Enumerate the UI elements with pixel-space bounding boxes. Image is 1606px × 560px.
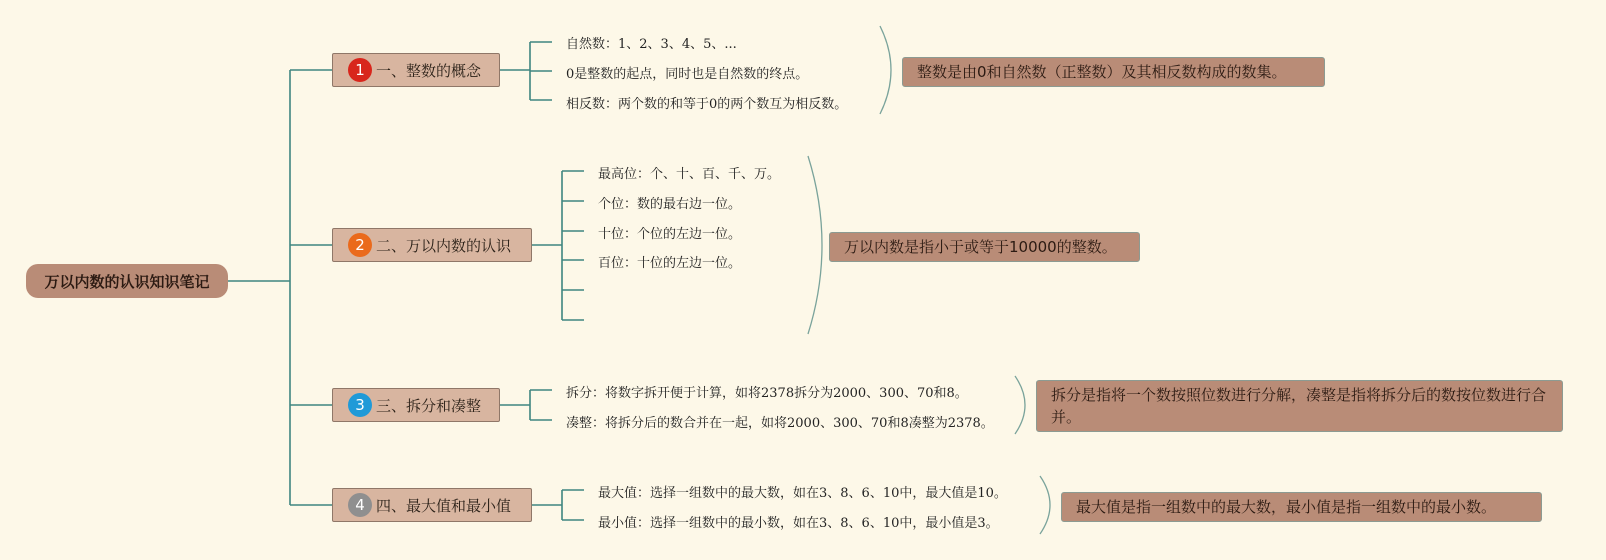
branch-1-leaf-connector xyxy=(500,42,552,100)
number-badge-icon: 4 xyxy=(348,493,372,517)
branch-1-summary[interactable] xyxy=(902,57,1325,87)
branch-1-summary-brace xyxy=(880,26,891,114)
root-topic-label: 万以内数的认识知识笔记 xyxy=(44,272,210,291)
branch-4-leaf-connector xyxy=(532,490,584,520)
branch-2-leaf-2[interactable]: 个位：数的最右边一位。 xyxy=(598,197,742,212)
branch-2-summary-text: 万以内数是指小于或等于10000的整数。 xyxy=(844,238,1117,256)
number-badge-icon: 1 xyxy=(348,58,372,82)
branch-3-summary-text: 拆分是指将一个数按照位数进行分解，凑整是指将拆分后的数按位数进行合并。 xyxy=(1051,386,1547,426)
branch-3-summary[interactable] xyxy=(1036,380,1563,432)
branch-3-summary-brace xyxy=(1015,376,1025,434)
branch-1-summary-text: 整数是由0和自然数（正整数）及其相反数构成的数集。 xyxy=(917,63,1287,81)
number-badge-icon: 3 xyxy=(348,393,372,417)
branch-1-topic[interactable] xyxy=(332,53,500,87)
branch-2-leaf-connector xyxy=(532,171,584,320)
branch-4-summary-text: 最大值是指一组数中的最大数，最小值是指一组数中的最小数。 xyxy=(1076,498,1497,516)
branch-2-leaf-1[interactable]: 最高位：个、十、百、千、万。 xyxy=(598,167,781,182)
branch-1-leaf-2[interactable]: 0是整数的起点，同时也是自然数的终点。 xyxy=(566,67,809,82)
branch-2-summary-brace xyxy=(808,156,822,334)
branch-4-label: 四、最大值和最小值 xyxy=(376,496,512,515)
number-badge-icon: 2 xyxy=(348,233,372,257)
branch-1-leaf-3[interactable]: 相反数：两个数的和等于0的两个数互为相反数。 xyxy=(566,97,848,112)
branch-4-leaf-2[interactable]: 最小值：选择一组数中的最小数，如在3、8、6、10中，最小值是3。 xyxy=(598,516,999,531)
branch-2-summary[interactable] xyxy=(829,232,1140,262)
branch-3-leaf-2[interactable]: 凑整：将拆分后的数合并在一起，如将2000、300、70和8凑整为2378。 xyxy=(566,416,994,431)
branch-3-leaf-1[interactable]: 拆分：将数字拆开便于计算，如将2378拆分为2000、300、70和8。 xyxy=(566,386,968,401)
branch-3-topic[interactable] xyxy=(332,388,500,422)
root-topic[interactable] xyxy=(26,264,228,298)
branch-2-topic[interactable] xyxy=(332,228,532,262)
branch-1-label: 一、整数的概念 xyxy=(376,61,482,80)
branch-4-leaf-1[interactable]: 最大值：选择一组数中的最大数，如在3、8、6、10中，最大值是10。 xyxy=(598,486,1007,501)
branch-2-label: 二、万以内数的认识 xyxy=(376,236,512,255)
branch-4-topic[interactable] xyxy=(332,488,532,522)
branch-2-leaf-3[interactable]: 十位：个位的左边一位。 xyxy=(598,227,742,242)
branch-3-leaf-connector xyxy=(500,390,552,420)
branch-4-summary-brace xyxy=(1040,476,1050,534)
branch-2-leaf-4[interactable]: 百位：十位的左边一位。 xyxy=(598,256,742,271)
branch-1-leaf-1[interactable]: 自然数：1、2、3、4、5、... xyxy=(566,37,737,52)
branch-4-summary[interactable] xyxy=(1061,492,1542,522)
branch-3-label: 三、拆分和凑整 xyxy=(376,396,482,415)
